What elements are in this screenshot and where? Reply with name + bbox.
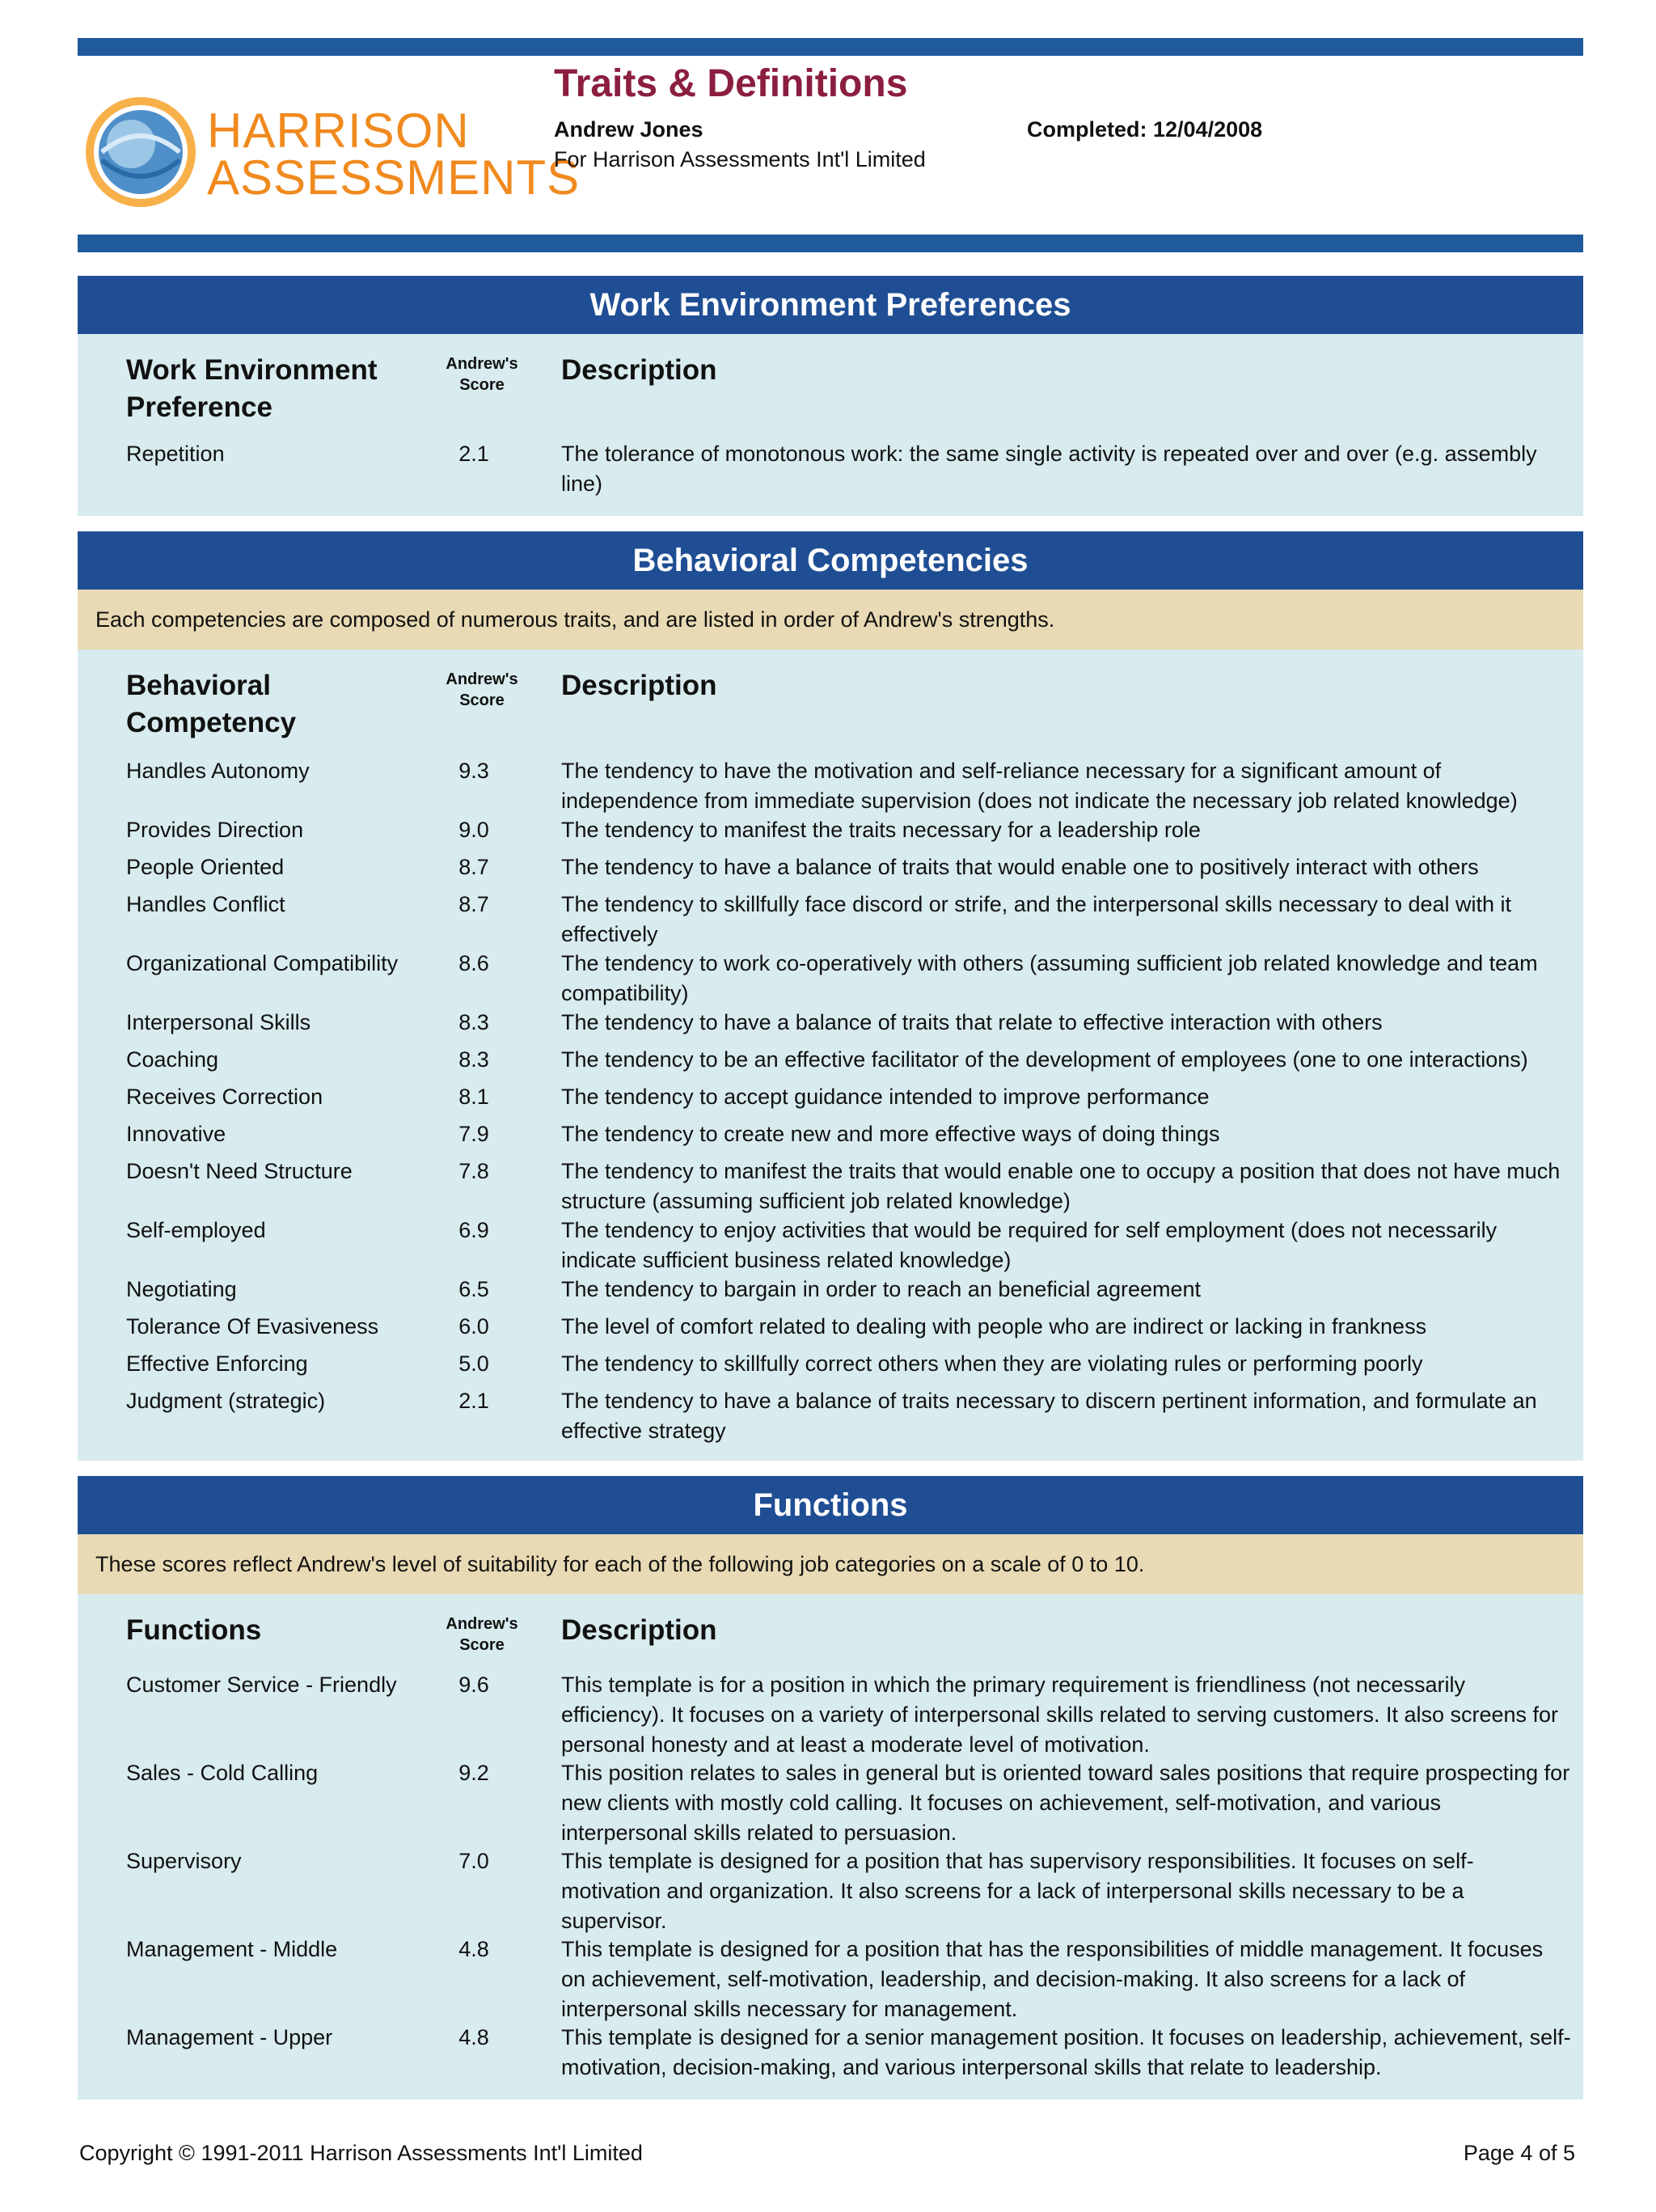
row-score: 6.5	[458, 1277, 489, 1301]
top-rule	[78, 38, 1583, 56]
row-name: Management - Middle	[126, 1937, 338, 1961]
row-name: Repetition	[126, 442, 225, 466]
row-description: This position relates to sales in general but is oriented toward sales positions that require prospecting for new clients with mostly cold calling. It focuses on achievement, self-motivation, and various interpersonal skills related to persuasion.	[561, 1761, 1570, 1845]
row-description: The tendency to skillfully face discord or strife, and the interpersonal skills necessary to deal with it effectively	[561, 892, 1512, 946]
score-col-header	[433, 669, 530, 711]
row-score: 8.7	[458, 892, 489, 916]
row-description: The tendency to be an effective facilitator of the development of employees (one to one interactions)	[561, 1047, 1528, 1072]
work-env-panel	[78, 334, 1583, 516]
row-name: Innovative	[126, 1122, 226, 1146]
row-description: The tendency to have a balance of traits that would enable one to positively interact with others	[561, 855, 1479, 879]
candidate-name: Andrew Jones	[554, 117, 703, 142]
row-description: The tolerance of monotonous work: the same single activity is repeated over and over (e.g. assembly line)	[561, 442, 1537, 496]
row-description: The tendency to have a balance of traits necessary to discern pertinent information, and formulate an effective strategy	[561, 1389, 1537, 1443]
globe-icon	[84, 87, 205, 209]
row-score: 9.6	[458, 1673, 489, 1697]
description-col-header: Description	[561, 670, 717, 701]
score-header-line2: Score	[459, 376, 505, 394]
functions-note: These scores reflect Andrew's level of suitability for each of the following job categories on a scale of 0 to 10.	[78, 1534, 1583, 1594]
harrison-logo	[84, 87, 581, 209]
row-score: 9.0	[458, 818, 489, 842]
row-name: Handles Conflict	[126, 892, 285, 916]
row-score: 8.3	[458, 1010, 489, 1034]
work-env-section-title: Work Environment Preferences	[78, 276, 1583, 334]
row-description: The level of comfort related to dealing with people who are indirect or lacking in frankness	[561, 1314, 1427, 1339]
header-bottom-rule	[78, 235, 1583, 252]
row-score: 6.9	[458, 1218, 489, 1242]
row-name: Tolerance Of Evasiveness	[126, 1314, 379, 1339]
behavioral-note: Each competencies are composed of numerous traits, and are listed in order of Andrew's strengths.	[78, 590, 1583, 649]
score-header-line1: Andrew's	[446, 1615, 518, 1633]
row-description: This template is designed for a position that has supervisory responsibilities. It focuses on self-motivation and organization. It also screens for a lack of interpersonal skills necessary to be a supervisor.	[561, 1849, 1474, 1933]
row-score: 6.0	[458, 1314, 489, 1339]
score-col-header	[433, 353, 530, 395]
score-header-line2: Score	[459, 692, 505, 709]
row-name: Judgment (strategic)	[126, 1389, 326, 1413]
functions-panel	[78, 1594, 1583, 2100]
row-name: Sales - Cold Calling	[126, 1761, 319, 1785]
behavioral-col-title: Behavioral Competency	[126, 670, 297, 738]
row-name: Supervisory	[126, 1849, 242, 1873]
row-description: The tendency to manifest the traits that would enable one to occupy a position that does not have much structure (assuming sufficient job related knowledge)	[561, 1159, 1561, 1213]
row-name: Management - Upper	[126, 2025, 333, 2049]
row-score: 8.1	[458, 1085, 489, 1109]
row-description: The tendency to have a balance of traits that relate to effective interaction with others	[561, 1010, 1383, 1034]
row-name: People Oriented	[126, 855, 285, 879]
logo-text-assessments: ASSESSMENTS	[207, 150, 581, 205]
row-score: 7.8	[458, 1159, 489, 1183]
score-col-header	[433, 1614, 530, 1656]
row-name: Customer Service - Friendly	[126, 1673, 397, 1697]
row-name: Coaching	[126, 1047, 219, 1072]
row-score: 2.1	[458, 442, 489, 466]
score-header-line2: Score	[459, 1636, 505, 1654]
row-description: The tendency to bargain in order to reach an beneficial agreement	[561, 1277, 1202, 1301]
functions-col-title: Functions	[126, 1614, 262, 1646]
work-env-col-title: Work Environment Preference	[126, 354, 378, 423]
row-name: Negotiating	[126, 1277, 237, 1301]
copyright-text: Copyright © 1991-2011 Harrison Assessments Int'l Limited	[79, 2141, 643, 2165]
row-description: The tendency to enjoy activities that would be required for self employment (does not necessarily indicate sufficient business related knowledge)	[561, 1218, 1498, 1272]
row-score: 8.7	[458, 855, 489, 879]
row-score: 4.8	[458, 1937, 489, 1961]
row-score: 8.6	[458, 951, 489, 975]
row-name: Doesn't Need Structure	[126, 1159, 353, 1183]
row-description: The tendency to have the motivation and self-reliance necessary for a significant amount of independence from immediate supervision (does not indicate the necessary job related knowledge)	[561, 759, 1518, 813]
row-score: 2.1	[458, 1389, 489, 1413]
page-title: Traits & Definitions	[554, 62, 908, 105]
description-col-header: Description	[561, 1614, 717, 1646]
row-score: 7.9	[458, 1122, 489, 1146]
row-name: Interpersonal Skills	[126, 1010, 311, 1034]
functions-section-title: Functions	[78, 1476, 1583, 1534]
row-description: This template is designed for a position that has the responsibilities of middle management. It focuses on achievement, self-motivation, leadership, and decision-making. It also screens for a lack of interpersonal skills necessary for management.	[561, 1937, 1544, 2021]
description-col-header: Description	[561, 354, 717, 386]
row-name: Receives Correction	[126, 1085, 323, 1109]
page-number: Page 4 of 5	[1463, 2141, 1575, 2165]
behavioral-section-title: Behavioral Competencies	[78, 531, 1583, 590]
row-name: Effective Enforcing	[126, 1351, 308, 1376]
score-header-line1: Andrew's	[446, 355, 518, 373]
row-description: This template is designed for a senior management position. It focuses on leadership, achievement, self-motivation, decision-making, and various interpersonal skills that relate to leadership.	[561, 2025, 1571, 2079]
row-description: The tendency to skillfully correct others when they are violating rules or performing poorly	[561, 1351, 1423, 1376]
row-score: 9.2	[458, 1761, 489, 1785]
row-score: 5.0	[458, 1351, 489, 1376]
score-header-line1: Andrew's	[446, 670, 518, 688]
company-line: For Harrison Assessments Int'l Limited	[554, 147, 926, 171]
row-description: The tendency to create new and more effective ways of doing things	[561, 1122, 1220, 1146]
row-description: The tendency to accept guidance intended to improve performance	[561, 1085, 1210, 1109]
row-score: 7.0	[458, 1849, 489, 1873]
row-score: 9.3	[458, 759, 489, 783]
row-name: Provides Direction	[126, 818, 304, 842]
logo-text-harrison: HARRISON	[207, 104, 470, 158]
row-description: This template is for a position in which the primary requirement is friendliness (not necessarily efficiency). It focuses on a variety of interpersonal skills related to serving customers. It also screens for personal honesty and at least a moderate level of motivation.	[561, 1673, 1559, 1757]
row-name: Self-employed	[126, 1218, 266, 1242]
row-description: The tendency to manifest the traits necessary for a leadership role	[561, 818, 1201, 842]
row-score: 8.3	[458, 1047, 489, 1072]
row-score: 4.8	[458, 2025, 489, 2049]
row-description: The tendency to work co-operatively with others (assuming sufficient job related knowledge and team compatibility)	[561, 951, 1538, 1005]
row-name: Handles Autonomy	[126, 759, 310, 783]
row-name: Organizational Compatibility	[126, 951, 399, 975]
completed-date: Completed: 12/04/2008	[1027, 117, 1263, 142]
behavioral-panel	[78, 649, 1583, 1461]
